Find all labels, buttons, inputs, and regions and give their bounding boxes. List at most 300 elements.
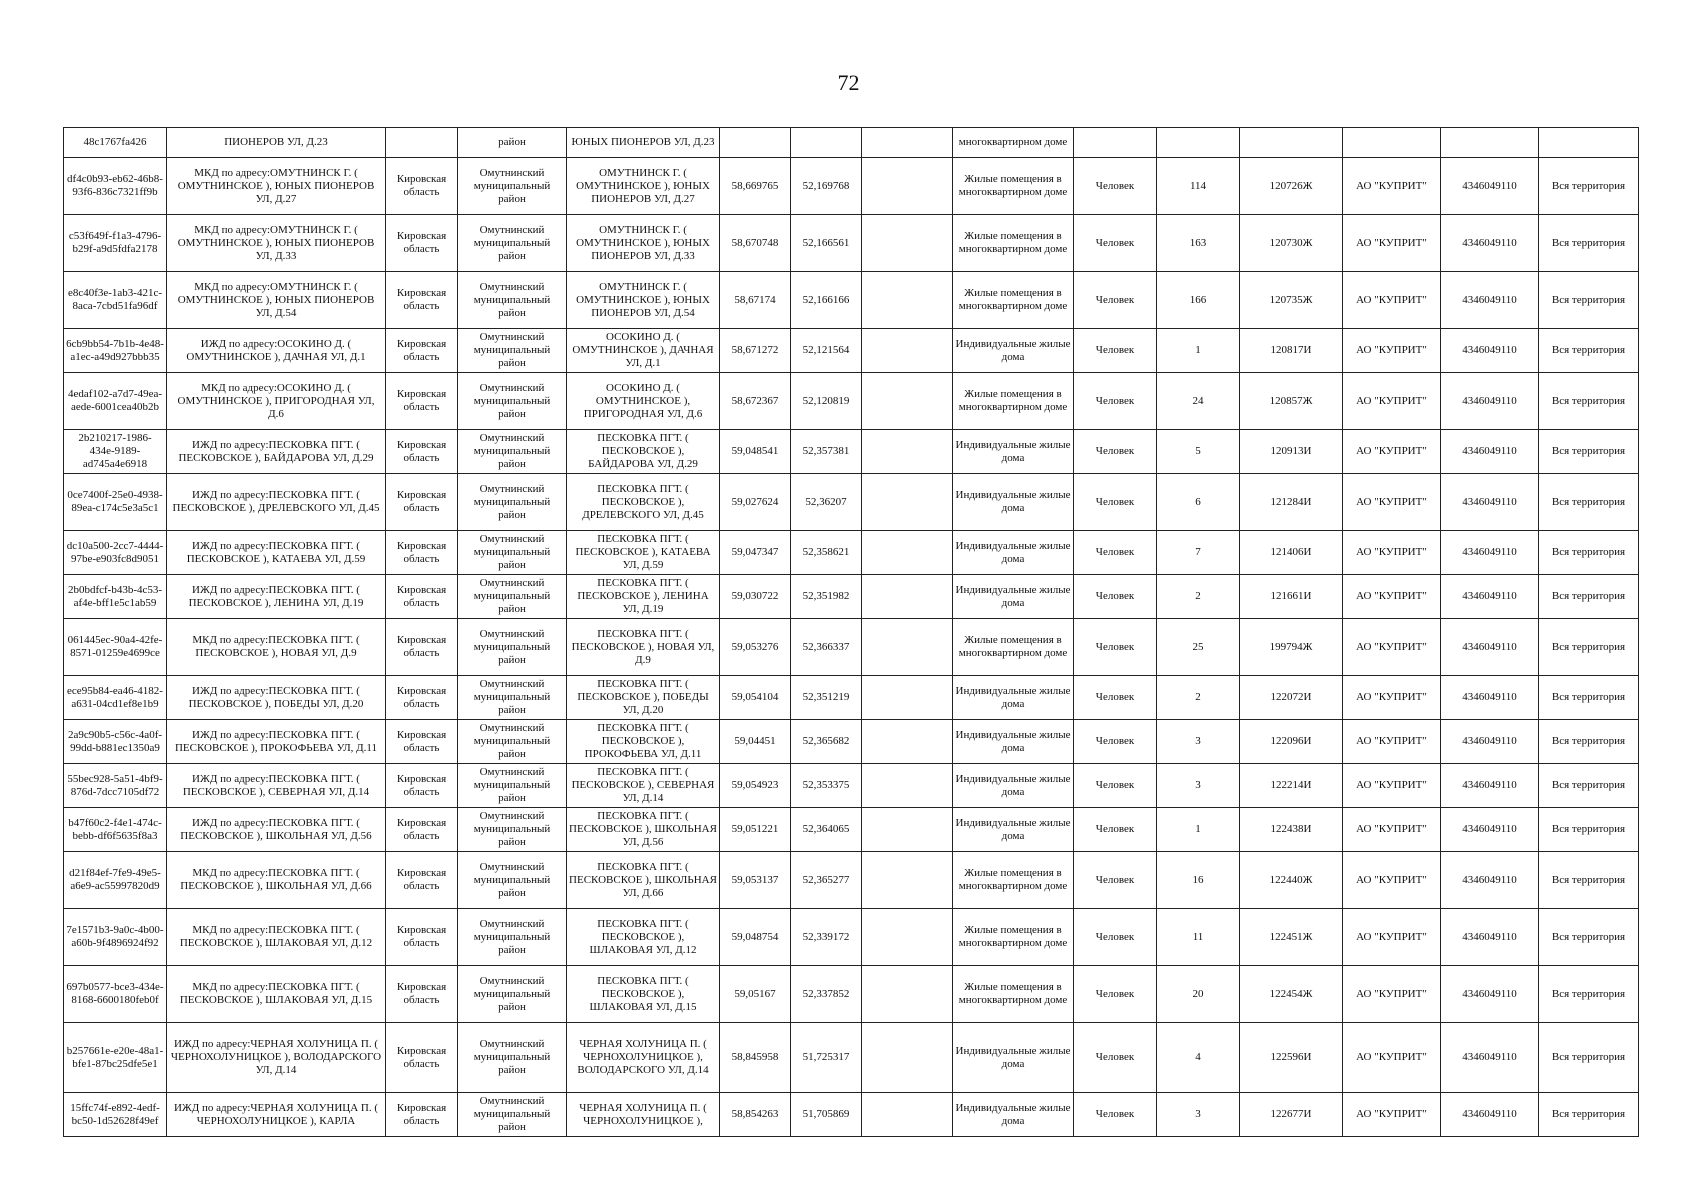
cell-empty (862, 852, 953, 909)
cell-district: Омутнинский муниципальный район (458, 215, 567, 272)
cell-count: 20 (1157, 966, 1240, 1023)
cell-territory: Вся территория (1539, 329, 1639, 373)
cell-region: Кировская область (386, 430, 458, 474)
cell-count: 7 (1157, 531, 1240, 575)
cell-address: ОМУТНИНСК Г. ( ОМУТНИНСКОЕ ), ЮНЫХ ПИОНЕРОВ УЛ, Д.33 (567, 215, 720, 272)
cell-region: Кировская область (386, 272, 458, 329)
cell-inn: 4346049110 (1441, 1023, 1539, 1093)
table-row (64, 1093, 1639, 1137)
table-row (64, 676, 1639, 720)
cell-count: 1 (1157, 808, 1240, 852)
cell-id: d21f84ef-7fe9-49e5-a6e9-ac55997820d9 (64, 852, 167, 909)
cell-organization: АО "КУПРИТ" (1343, 619, 1441, 676)
cell-building-type: Индивидуальные жилые дома (953, 575, 1074, 619)
cell-region: Кировская область (386, 575, 458, 619)
page-number: 72 (837, 70, 860, 95)
cell-district: Омутнинский муниципальный район (458, 329, 567, 373)
cell-address: ПЕСКОВКА ПГТ. ( ПЕСКОВСКОЕ ), ШКОЛЬНАЯ УЛ, Д.66 (567, 852, 720, 909)
cell-unit: Человек (1074, 1023, 1157, 1093)
cell-count: 5 (1157, 430, 1240, 474)
cell-region: Кировская область (386, 909, 458, 966)
table-row (64, 909, 1639, 966)
cell-unit: Человек (1074, 909, 1157, 966)
cell-building-type: Индивидуальные жилые дома (953, 676, 1074, 720)
cell-organization: АО "КУПРИТ" (1343, 531, 1441, 575)
cell-territory: Вся территория (1539, 474, 1639, 531)
cell-district: Омутнинский муниципальный район (458, 764, 567, 808)
cell-inn: 4346049110 (1441, 676, 1539, 720)
cell-territory: Вся территория (1539, 430, 1639, 474)
cell-latitude: 58,672367 (720, 373, 791, 430)
cell-inn: 4346049110 (1441, 1093, 1539, 1137)
cell-territory: Вся территория (1539, 909, 1639, 966)
cell-count (1157, 128, 1240, 158)
cell-empty (862, 430, 953, 474)
cell-longitude: 52,351219 (791, 676, 862, 720)
cell-code: 122072И (1240, 676, 1343, 720)
cell-empty (862, 575, 953, 619)
cell-building-type: Жилые помещения в многоквартирном доме (953, 966, 1074, 1023)
cell-organization (1343, 128, 1441, 158)
cell-empty (862, 808, 953, 852)
cell-organization: АО "КУПРИТ" (1343, 373, 1441, 430)
cell-region: Кировская область (386, 764, 458, 808)
cell-latitude: 59,05167 (720, 966, 791, 1023)
cell-latitude: 59,048541 (720, 430, 791, 474)
cell-code: 121661И (1240, 575, 1343, 619)
cell-inn: 4346049110 (1441, 215, 1539, 272)
table-row (64, 720, 1639, 764)
cell-address: ЮНЫХ ПИОНЕРОВ УЛ, Д.23 (567, 128, 720, 158)
cell-unit: Человек (1074, 1093, 1157, 1137)
cell-id: df4c0b93-eb62-46b8-93f6-836c7321ff9b (64, 158, 167, 215)
cell-count: 114 (1157, 158, 1240, 215)
cell-territory: Вся территория (1539, 764, 1639, 808)
cell-region: Кировская область (386, 619, 458, 676)
cell-object: ИЖД по адресу:ПЕСКОВКА ПГТ. ( ПЕСКОВСКОЕ ), БАЙДАРОВА УЛ, Д.29 (167, 430, 386, 474)
cell-inn: 4346049110 (1441, 909, 1539, 966)
table-row (64, 215, 1639, 272)
cell-unit: Человек (1074, 158, 1157, 215)
cell-code: 120913И (1240, 430, 1343, 474)
cell-code: 122440Ж (1240, 852, 1343, 909)
cell-unit: Человек (1074, 575, 1157, 619)
cell-region (386, 128, 458, 158)
cell-organization: АО "КУПРИТ" (1343, 474, 1441, 531)
cell-territory: Вся территория (1539, 808, 1639, 852)
cell-district: Омутнинский муниципальный район (458, 158, 567, 215)
cell-count: 6 (1157, 474, 1240, 531)
cell-count: 25 (1157, 619, 1240, 676)
cell-address: ОМУТНИНСК Г. ( ОМУТНИНСКОЕ ), ЮНЫХ ПИОНЕРОВ УЛ, Д.27 (567, 158, 720, 215)
cell-region: Кировская область (386, 215, 458, 272)
cell-latitude (720, 128, 791, 158)
cell-territory: Вся территория (1539, 1023, 1639, 1093)
cell-object: ИЖД по адресу:ПЕСКОВКА ПГТ. ( ПЕСКОВСКОЕ ), ПОБЕДЫ УЛ, Д.20 (167, 676, 386, 720)
cell-object: МКД по адресу:ОМУТНИНСК Г. ( ОМУТНИНСКОЕ ), ЮНЫХ ПИОНЕРОВ УЛ, Д.33 (167, 215, 386, 272)
cell-building-type: Жилые помещения в многоквартирном доме (953, 158, 1074, 215)
table-row (64, 852, 1639, 909)
cell-building-type: Жилые помещения в многоквартирном доме (953, 852, 1074, 909)
table-row (64, 1023, 1639, 1093)
cell-empty (862, 1023, 953, 1093)
table-row (64, 619, 1639, 676)
cell-region: Кировская область (386, 373, 458, 430)
cell-district: Омутнинский муниципальный район (458, 808, 567, 852)
cell-building-type: Индивидуальные жилые дома (953, 474, 1074, 531)
cell-empty (862, 531, 953, 575)
cell-territory: Вся территория (1539, 272, 1639, 329)
cell-district: Омутнинский муниципальный район (458, 373, 567, 430)
cell-inn: 4346049110 (1441, 373, 1539, 430)
cell-latitude: 59,053137 (720, 852, 791, 909)
cell-inn: 4346049110 (1441, 852, 1539, 909)
cell-unit: Человек (1074, 619, 1157, 676)
cell-latitude: 58,670748 (720, 215, 791, 272)
cell-longitude: 52,337852 (791, 966, 862, 1023)
cell-code: 121284И (1240, 474, 1343, 531)
cell-inn: 4346049110 (1441, 474, 1539, 531)
cell-object: ИЖД по адресу:ПЕСКОВКА ПГТ. ( ПЕСКОВСКОЕ ), ДРЕЛЕВСКОГО УЛ, Д.45 (167, 474, 386, 531)
cell-object: ИЖД по адресу:ПЕСКОВКА ПГТ. ( ПЕСКОВСКОЕ ), СЕВЕРНАЯ УЛ, Д.14 (167, 764, 386, 808)
cell-object: ИЖД по адресу:ПЕСКОВКА ПГТ. ( ПЕСКОВСКОЕ ), ЛЕНИНА УЛ, Д.19 (167, 575, 386, 619)
cell-unit: Человек (1074, 764, 1157, 808)
cell-id: 15ffc74f-e892-4edf-bc50-1d52628f49ef (64, 1093, 167, 1137)
cell-inn (1441, 128, 1539, 158)
cell-region: Кировская область (386, 474, 458, 531)
cell-id: 061445ec-90a4-42fe-8571-01259e4699ce (64, 619, 167, 676)
cell-inn: 4346049110 (1441, 430, 1539, 474)
cell-territory: Вся территория (1539, 676, 1639, 720)
cell-address: ОСОКИНО Д. ( ОМУТНИНСКОЕ ), ПРИГОРОДНАЯ УЛ, Д.6 (567, 373, 720, 430)
cell-count: 166 (1157, 272, 1240, 329)
cell-latitude: 59,054923 (720, 764, 791, 808)
cell-building-type: Жилые помещения в многоквартирном доме (953, 272, 1074, 329)
cell-building-type: Индивидуальные жилые дома (953, 808, 1074, 852)
cell-address: ЧЕРНАЯ ХОЛУНИЦА П. ( ЧЕРНОХОЛУНИЦКОЕ ), (567, 1093, 720, 1137)
cell-organization: АО "КУПРИТ" (1343, 966, 1441, 1023)
cell-empty (862, 764, 953, 808)
cell-object: ПИОНЕРОВ УЛ, Д.23 (167, 128, 386, 158)
cell-longitude: 52,364065 (791, 808, 862, 852)
cell-id: b47f60c2-f4e1-474c-bebb-df6f5635f8a3 (64, 808, 167, 852)
cell-count: 11 (1157, 909, 1240, 966)
cell-id: 2b0bdfcf-b43b-4c53-af4e-bff1e5c1ab59 (64, 575, 167, 619)
cell-code: 120726Ж (1240, 158, 1343, 215)
cell-id: ece95b84-ea46-4182-a631-04cd1ef8e1b9 (64, 676, 167, 720)
cell-address: ПЕСКОВКА ПГТ. ( ПЕСКОВСКОЕ ), БАЙДАРОВА УЛ, Д.29 (567, 430, 720, 474)
cell-latitude: 58,67174 (720, 272, 791, 329)
table-row (64, 373, 1639, 430)
cell-organization: АО "КУПРИТ" (1343, 676, 1441, 720)
cell-object: ИЖД по адресу:ЧЕРНАЯ ХОЛУНИЦА П. ( ЧЕРНОХОЛУНИЦКОЕ ), КАРЛА (167, 1093, 386, 1137)
cell-organization: АО "КУПРИТ" (1343, 272, 1441, 329)
table-row (64, 966, 1639, 1023)
cell-district: Омутнинский муниципальный район (458, 272, 567, 329)
cell-inn: 4346049110 (1441, 764, 1539, 808)
cell-code: 120817И (1240, 329, 1343, 373)
table-row (64, 531, 1639, 575)
cell-id: 6cb9bb54-7b1b-4e48-a1ec-a49d927bbb35 (64, 329, 167, 373)
cell-inn: 4346049110 (1441, 531, 1539, 575)
cell-district: Омутнинский муниципальный район (458, 1023, 567, 1093)
cell-organization: АО "КУПРИТ" (1343, 808, 1441, 852)
cell-address: ОСОКИНО Д. ( ОМУТНИНСКОЕ ), ДАЧНАЯ УЛ, Д.1 (567, 329, 720, 373)
cell-region: Кировская область (386, 676, 458, 720)
cell-longitude: 52,351982 (791, 575, 862, 619)
cell-longitude: 52,353375 (791, 764, 862, 808)
cell-object: МКД по адресу:ОМУТНИНСК Г. ( ОМУТНИНСКОЕ ), ЮНЫХ ПИОНЕРОВ УЛ, Д.27 (167, 158, 386, 215)
cell-address: ПЕСКОВКА ПГТ. ( ПЕСКОВСКОЕ ), СЕВЕРНАЯ УЛ, Д.14 (567, 764, 720, 808)
cell-longitude: 52,365277 (791, 852, 862, 909)
cell-unit: Человек (1074, 720, 1157, 764)
cell-unit: Человек (1074, 329, 1157, 373)
cell-longitude (791, 128, 862, 158)
cell-latitude: 59,048754 (720, 909, 791, 966)
cell-latitude: 58,854263 (720, 1093, 791, 1137)
table-row (64, 158, 1639, 215)
cell-code: 122454Ж (1240, 966, 1343, 1023)
cell-inn: 4346049110 (1441, 720, 1539, 764)
cell-longitude: 52,166166 (791, 272, 862, 329)
cell-organization: АО "КУПРИТ" (1343, 909, 1441, 966)
cell-building-type: Индивидуальные жилые дома (953, 531, 1074, 575)
cell-building-type: Жилые помещения в многоквартирном доме (953, 909, 1074, 966)
cell-unit: Человек (1074, 531, 1157, 575)
table-row (64, 474, 1639, 531)
cell-district: Омутнинский муниципальный район (458, 531, 567, 575)
cell-longitude: 52,358621 (791, 531, 862, 575)
cell-building-type: Индивидуальные жилые дома (953, 1023, 1074, 1093)
register-table (63, 127, 1639, 1137)
cell-organization: АО "КУПРИТ" (1343, 329, 1441, 373)
cell-empty (862, 966, 953, 1023)
cell-territory: Вся территория (1539, 158, 1639, 215)
cell-territory: Вся территория (1539, 575, 1639, 619)
cell-unit: Человек (1074, 676, 1157, 720)
cell-empty (862, 474, 953, 531)
cell-unit: Человек (1074, 430, 1157, 474)
cell-object: МКД по адресу:ПЕСКОВКА ПГТ. ( ПЕСКОВСКОЕ ), ШЛАКОВАЯ УЛ, Д.12 (167, 909, 386, 966)
table-row (64, 764, 1639, 808)
cell-longitude: 52,365682 (791, 720, 862, 764)
cell-address: ПЕСКОВКА ПГТ. ( ПЕСКОВСКОЕ ), НОВАЯ УЛ, Д.9 (567, 619, 720, 676)
cell-count: 3 (1157, 720, 1240, 764)
cell-unit: Человек (1074, 852, 1157, 909)
cell-id: 2a9c90b5-c56c-4a0f-99dd-b881ec1350a9 (64, 720, 167, 764)
cell-empty (862, 128, 953, 158)
cell-object: ИЖД по адресу:ПЕСКОВКА ПГТ. ( ПЕСКОВСКОЕ ), ШКОЛЬНАЯ УЛ, Д.56 (167, 808, 386, 852)
cell-territory: Вся территория (1539, 1093, 1639, 1137)
cell-building-type: Индивидуальные жилые дома (953, 1093, 1074, 1137)
cell-region: Кировская область (386, 966, 458, 1023)
cell-code: 120735Ж (1240, 272, 1343, 329)
cell-unit: Человек (1074, 272, 1157, 329)
cell-inn: 4346049110 (1441, 966, 1539, 1023)
cell-longitude: 52,169768 (791, 158, 862, 215)
cell-object: ИЖД по адресу:ПЕСКОВКА ПГТ. ( ПЕСКОВСКОЕ ), КАТАЕВА УЛ, Д.59 (167, 531, 386, 575)
cell-code: 122214И (1240, 764, 1343, 808)
table-row (64, 272, 1639, 329)
cell-address: ПЕСКОВКА ПГТ. ( ПЕСКОВСКОЕ ), ШКОЛЬНАЯ УЛ, Д.56 (567, 808, 720, 852)
cell-district: Омутнинский муниципальный район (458, 909, 567, 966)
cell-code: 122451Ж (1240, 909, 1343, 966)
cell-building-type: Жилые помещения в многоквартирном доме (953, 373, 1074, 430)
cell-address: ПЕСКОВКА ПГТ. ( ПЕСКОВСКОЕ ), ПРОКОФЬЕВА УЛ, Д.11 (567, 720, 720, 764)
cell-region: Кировская область (386, 808, 458, 852)
cell-count: 163 (1157, 215, 1240, 272)
cell-organization: АО "КУПРИТ" (1343, 764, 1441, 808)
cell-unit: Человек (1074, 808, 1157, 852)
cell-unit: Человек (1074, 966, 1157, 1023)
cell-longitude: 52,120819 (791, 373, 862, 430)
cell-object: ИЖД по адресу:ПЕСКОВКА ПГТ. ( ПЕСКОВСКОЕ ), ПРОКОФЬЕВА УЛ, Д.11 (167, 720, 386, 764)
cell-region: Кировская область (386, 158, 458, 215)
cell-address: ОМУТНИНСК Г. ( ОМУТНИНСКОЕ ), ЮНЫХ ПИОНЕРОВ УЛ, Д.54 (567, 272, 720, 329)
cell-empty (862, 329, 953, 373)
cell-building-type: Жилые помещения в многоквартирном доме (953, 619, 1074, 676)
cell-longitude: 52,166561 (791, 215, 862, 272)
cell-address: ПЕСКОВКА ПГТ. ( ПЕСКОВСКОЕ ), ЛЕНИНА УЛ, Д.19 (567, 575, 720, 619)
cell-territory: Вся территория (1539, 619, 1639, 676)
cell-count: 24 (1157, 373, 1240, 430)
cell-latitude: 59,054104 (720, 676, 791, 720)
cell-count: 2 (1157, 575, 1240, 619)
table-body (64, 128, 1639, 1137)
cell-latitude: 58,669765 (720, 158, 791, 215)
cell-unit: Человек (1074, 474, 1157, 531)
cell-region: Кировская область (386, 720, 458, 764)
cell-code: 122096И (1240, 720, 1343, 764)
cell-inn: 4346049110 (1441, 808, 1539, 852)
cell-organization: АО "КУПРИТ" (1343, 720, 1441, 764)
cell-unit: Человек (1074, 215, 1157, 272)
cell-id: 55bec928-5a51-4bf9-876d-7dcc7105df72 (64, 764, 167, 808)
cell-address: ПЕСКОВКА ПГТ. ( ПЕСКОВСКОЕ ), ПОБЕДЫ УЛ, Д.20 (567, 676, 720, 720)
cell-empty (862, 909, 953, 966)
cell-code: 122438И (1240, 808, 1343, 852)
table-row (64, 575, 1639, 619)
cell-organization: АО "КУПРИТ" (1343, 1023, 1441, 1093)
cell-district: Омутнинский муниципальный район (458, 1093, 567, 1137)
cell-district: Омутнинский муниципальный район (458, 720, 567, 764)
cell-inn: 4346049110 (1441, 575, 1539, 619)
cell-id: b257661e-e20e-48a1-bfe1-87bc25dfe5e1 (64, 1023, 167, 1093)
cell-count: 4 (1157, 1023, 1240, 1093)
cell-latitude: 58,671272 (720, 329, 791, 373)
cell-address: ПЕСКОВКА ПГТ. ( ПЕСКОВСКОЕ ), ШЛАКОВАЯ УЛ, Д.15 (567, 966, 720, 1023)
cell-organization: АО "КУПРИТ" (1343, 575, 1441, 619)
cell-inn: 4346049110 (1441, 272, 1539, 329)
cell-district: Омутнинский муниципальный район (458, 966, 567, 1023)
cell-code: 122677И (1240, 1093, 1343, 1137)
cell-organization: АО "КУПРИТ" (1343, 430, 1441, 474)
cell-longitude: 52,366337 (791, 619, 862, 676)
cell-empty (862, 1093, 953, 1137)
cell-territory: Вся территория (1539, 966, 1639, 1023)
cell-address: ПЕСКОВКА ПГТ. ( ПЕСКОВСКОЕ ), КАТАЕВА УЛ, Д.59 (567, 531, 720, 575)
cell-longitude: 51,705869 (791, 1093, 862, 1137)
cell-district: Омутнинский муниципальный район (458, 619, 567, 676)
cell-building-type: Индивидуальные жилые дома (953, 430, 1074, 474)
cell-inn: 4346049110 (1441, 158, 1539, 215)
cell-longitude: 52,357381 (791, 430, 862, 474)
cell-code: 122596И (1240, 1023, 1343, 1093)
cell-address: ПЕСКОВКА ПГТ. ( ПЕСКОВСКОЕ ), ДРЕЛЕВСКОГО УЛ, Д.45 (567, 474, 720, 531)
table-row (64, 808, 1639, 852)
cell-object: МКД по адресу:ПЕСКОВКА ПГТ. ( ПЕСКОВСКОЕ ), ШКОЛЬНАЯ УЛ, Д.66 (167, 852, 386, 909)
cell-latitude: 59,027624 (720, 474, 791, 531)
table-row (64, 329, 1639, 373)
cell-code: 120857Ж (1240, 373, 1343, 430)
cell-longitude: 52,36207 (791, 474, 862, 531)
cell-district: Омутнинский муниципальный район (458, 852, 567, 909)
cell-count: 2 (1157, 676, 1240, 720)
cell-id: 4edaf102-a7d7-49ea-aede-6001cea40b2b (64, 373, 167, 430)
cell-object: МКД по адресу:ОМУТНИНСК Г. ( ОМУТНИНСКОЕ ), ЮНЫХ ПИОНЕРОВ УЛ, Д.54 (167, 272, 386, 329)
cell-count: 16 (1157, 852, 1240, 909)
cell-region: Кировская область (386, 1093, 458, 1137)
cell-latitude: 59,051221 (720, 808, 791, 852)
cell-building-type: Индивидуальные жилые дома (953, 329, 1074, 373)
cell-unit: Человек (1074, 373, 1157, 430)
cell-object: ИЖД по адресу:ОСОКИНО Д. ( ОМУТНИНСКОЕ ), ДАЧНАЯ УЛ, Д.1 (167, 329, 386, 373)
cell-district: район (458, 128, 567, 158)
cell-inn: 4346049110 (1441, 329, 1539, 373)
cell-address: ПЕСКОВКА ПГТ. ( ПЕСКОВСКОЕ ), ШЛАКОВАЯ УЛ, Д.12 (567, 909, 720, 966)
cell-region: Кировская область (386, 329, 458, 373)
cell-empty (862, 373, 953, 430)
cell-id: 48c1767fa426 (64, 128, 167, 158)
cell-latitude: 59,047347 (720, 531, 791, 575)
cell-organization: АО "КУПРИТ" (1343, 852, 1441, 909)
cell-id: dc10a500-2cc7-4444-97be-e903fc8d9051 (64, 531, 167, 575)
cell-region: Кировская область (386, 531, 458, 575)
cell-organization: АО "КУПРИТ" (1343, 1093, 1441, 1137)
cell-inn: 4346049110 (1441, 619, 1539, 676)
cell-region: Кировская область (386, 1023, 458, 1093)
cell-building-type: Индивидуальные жилые дома (953, 764, 1074, 808)
cell-district: Омутнинский муниципальный район (458, 430, 567, 474)
cell-territory: Вся территория (1539, 531, 1639, 575)
cell-longitude: 51,725317 (791, 1023, 862, 1093)
cell-address: ЧЕРНАЯ ХОЛУНИЦА П. ( ЧЕРНОХОЛУНИЦКОЕ ), ВОЛОДАРСКОГО УЛ, Д.14 (567, 1023, 720, 1093)
table-row (64, 128, 1639, 158)
cell-object: МКД по адресу:ОСОКИНО Д. ( ОМУТНИНСКОЕ ), ПРИГОРОДНАЯ УЛ, Д.6 (167, 373, 386, 430)
table-row (64, 430, 1639, 474)
cell-district: Омутнинский муниципальный район (458, 474, 567, 531)
cell-id: 2b210217-1986-434e-9189-ad745a4e6918 (64, 430, 167, 474)
cell-empty (862, 676, 953, 720)
cell-empty (862, 158, 953, 215)
cell-region: Кировская область (386, 852, 458, 909)
cell-organization: АО "КУПРИТ" (1343, 215, 1441, 272)
cell-latitude: 58,845958 (720, 1023, 791, 1093)
cell-territory: Вся территория (1539, 852, 1639, 909)
cell-object: МКД по адресу:ПЕСКОВКА ПГТ. ( ПЕСКОВСКОЕ ), НОВАЯ УЛ, Д.9 (167, 619, 386, 676)
cell-district: Омутнинский муниципальный район (458, 575, 567, 619)
cell-longitude: 52,339172 (791, 909, 862, 966)
cell-territory: Вся территория (1539, 720, 1639, 764)
cell-count: 1 (1157, 329, 1240, 373)
cell-id: 0ce7400f-25e0-4938-89ea-c174c5e3a5c1 (64, 474, 167, 531)
cell-empty (862, 619, 953, 676)
cell-latitude: 59,04451 (720, 720, 791, 764)
cell-unit (1074, 128, 1157, 158)
cell-code (1240, 128, 1343, 158)
cell-empty (862, 272, 953, 329)
cell-id: c53f649f-f1a3-4796-b29f-a9d5fdfa2178 (64, 215, 167, 272)
